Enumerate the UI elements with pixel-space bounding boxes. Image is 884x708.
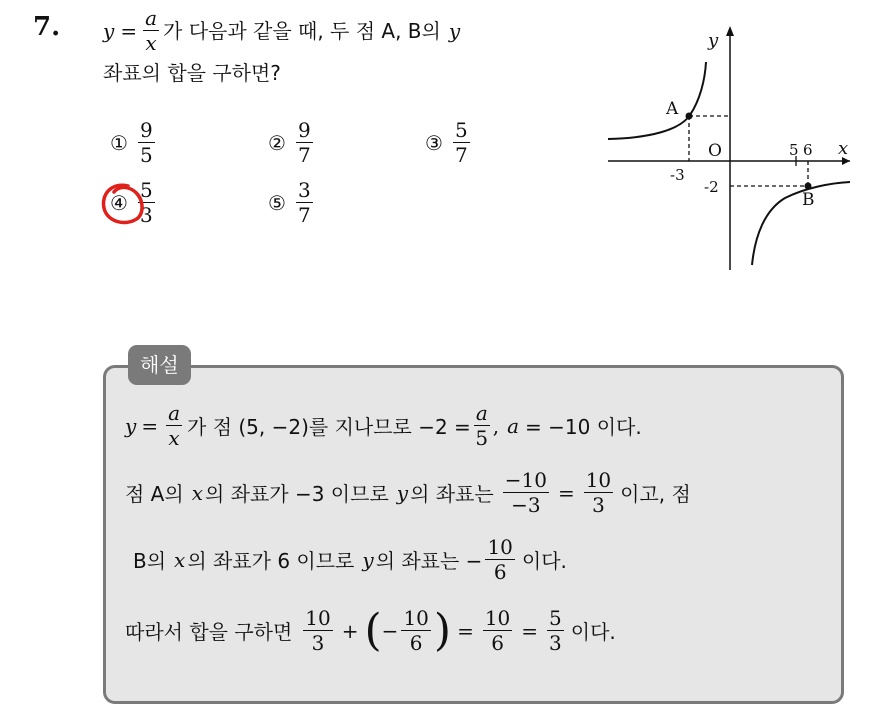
solution-line-1: [125, 403, 642, 448]
sol4-frac4-num: 5: [549, 606, 562, 630]
sol4-frac1-num: 10: [305, 606, 331, 630]
choice-5-den: 7: [297, 203, 311, 227]
answer-mark-circle-icon: [98, 180, 148, 230]
choice-2[interactable]: [268, 120, 313, 165]
sol2-text2: 의 좌표가 −3 이므로: [204, 482, 389, 506]
tick-label-5: 5: [789, 141, 799, 159]
sol1-y: y: [125, 413, 137, 438]
sol3-text2: 의 좌표가 6 이므로: [187, 549, 355, 573]
sol4-eq1: =: [457, 618, 474, 643]
sol4-frac1-den: 3: [311, 631, 325, 655]
sol2-text4: 이고, 점: [620, 482, 691, 506]
sol1-frac-a-5: [474, 403, 490, 448]
point-a: [686, 113, 693, 120]
sol4-minus: −: [381, 618, 399, 643]
sol4-frac3: [483, 608, 512, 653]
x-axis-label: x: [838, 138, 849, 159]
sol2-frac1: [503, 470, 549, 515]
sol2-eq: =: [557, 480, 575, 505]
question-text-1: 가 다음과 같을 때, 두 점 A, B의: [163, 18, 441, 43]
sol1-text3: = −10 이다.: [525, 415, 642, 439]
sol4-frac2-den: 6: [409, 631, 423, 655]
sol3-text1: B의: [133, 549, 167, 573]
point-a-label: A: [666, 99, 679, 119]
point-b-label: B: [802, 190, 815, 210]
tick-label-neg3: -3: [670, 166, 685, 184]
sol1-text2: ,: [492, 413, 500, 438]
sol4-eq2: =: [521, 618, 539, 643]
choice-3-fraction: [453, 120, 470, 165]
choice-3-symbol: ③: [425, 130, 443, 155]
sol4-lparen: (: [364, 604, 382, 656]
fraction-a-over-x: [143, 8, 159, 53]
y-axis-arrow-icon: [726, 26, 734, 36]
sol1-frac-a-x: [166, 403, 182, 448]
choice-1-den: 5: [139, 143, 153, 167]
solution-tag: 해설: [128, 345, 191, 385]
sol1-text1: 가 점 (5, −2)를 지나므로 −2 =: [187, 415, 471, 439]
sol1-frac2-num: a: [475, 401, 488, 425]
origin-label: O: [708, 141, 722, 161]
choice-2-fraction: [296, 120, 313, 165]
sol4-frac3-den: 6: [491, 631, 504, 655]
tick-label-neg2: -2: [704, 178, 719, 196]
sol4-text2: 이다.: [570, 620, 616, 644]
sol3-y: y: [362, 547, 374, 572]
solution-line-4: [125, 604, 616, 656]
sol2-text1: 점 A의: [125, 482, 184, 506]
sol4-text1: 따라서 합을 구하면: [125, 620, 293, 644]
sol3-frac-den: 6: [493, 560, 507, 584]
choice-1-num: 9: [139, 118, 153, 142]
sol4-frac4: [547, 608, 564, 653]
choice-3-den: 7: [454, 143, 468, 167]
choice-2-den: 7: [297, 143, 311, 167]
sol1-eq: =: [141, 413, 159, 438]
choice-2-num: 9: [297, 118, 311, 142]
choice-3-num: 5: [454, 118, 468, 142]
choice-2-symbol: ②: [268, 130, 286, 155]
question-line-2: 좌표의 합을 구하면?: [103, 61, 281, 85]
choice-5-symbol: ⑤: [268, 190, 286, 215]
equals-sign: =: [120, 18, 138, 43]
solution-line-3: [133, 537, 567, 582]
y-variable: y: [103, 18, 115, 43]
fraction-denominator: x: [145, 31, 157, 55]
sol1-frac2-den: 5: [475, 426, 489, 450]
sol3-text4: 이다.: [521, 549, 567, 573]
sol1-frac-num: a: [168, 401, 181, 425]
sol4-plus: +: [341, 618, 359, 643]
sol3-frac-num: 10: [487, 535, 513, 559]
tick-label-6: 6: [803, 141, 813, 159]
sol4-rparen: ): [433, 604, 452, 656]
sol2-frac2-den: 3: [592, 493, 605, 517]
sol4-frac1: [303, 608, 332, 653]
question-number: 7.: [33, 12, 61, 42]
choice-5[interactable]: [268, 180, 313, 225]
choice-4-num: 5: [139, 178, 153, 202]
fraction-numerator: a: [145, 6, 158, 30]
sol1-a: a: [507, 413, 520, 438]
solution-line-2: [125, 470, 691, 515]
choice-5-fraction: [296, 180, 313, 225]
sol3-text3: 의 좌표는 −: [375, 549, 483, 573]
choice-1-symbol: ①: [110, 130, 128, 155]
hyperbola-branch-lower-right: [752, 182, 850, 265]
question-text-1-tail: y: [448, 18, 461, 43]
sol2-frac2-num: 10: [585, 468, 612, 492]
sol2-x: x: [191, 480, 203, 505]
choice-5-num: 3: [297, 178, 311, 202]
sol2-frac1-num: −10: [504, 468, 547, 492]
sol4-frac2-num: 10: [403, 606, 429, 630]
sol2-y: y: [396, 480, 409, 505]
choice-1-fraction: [138, 120, 155, 165]
choice-4-symbol: ④: [110, 190, 128, 215]
sol4-frac2: [401, 608, 430, 653]
sol4-frac3-num: 10: [484, 606, 511, 630]
choice-4-den: 3: [139, 203, 153, 227]
point-b: [805, 183, 812, 190]
y-axis-label: y: [708, 30, 719, 51]
question-line-1: [103, 8, 460, 53]
sol2-frac2: [584, 470, 613, 515]
sol3-x: x: [174, 547, 186, 572]
choice-3[interactable]: [425, 120, 470, 165]
sol2-frac1-den: −3: [511, 493, 541, 517]
hyperbola-branch-upper-left: [608, 62, 706, 139]
sol3-frac: [485, 537, 514, 582]
hyperbola-graph: [600, 20, 860, 280]
sol4-frac4-den: 3: [549, 631, 562, 655]
sol2-text3: 의 좌표는: [410, 482, 494, 506]
choice-1[interactable]: [110, 120, 155, 165]
sol1-frac-den: x: [168, 426, 180, 450]
